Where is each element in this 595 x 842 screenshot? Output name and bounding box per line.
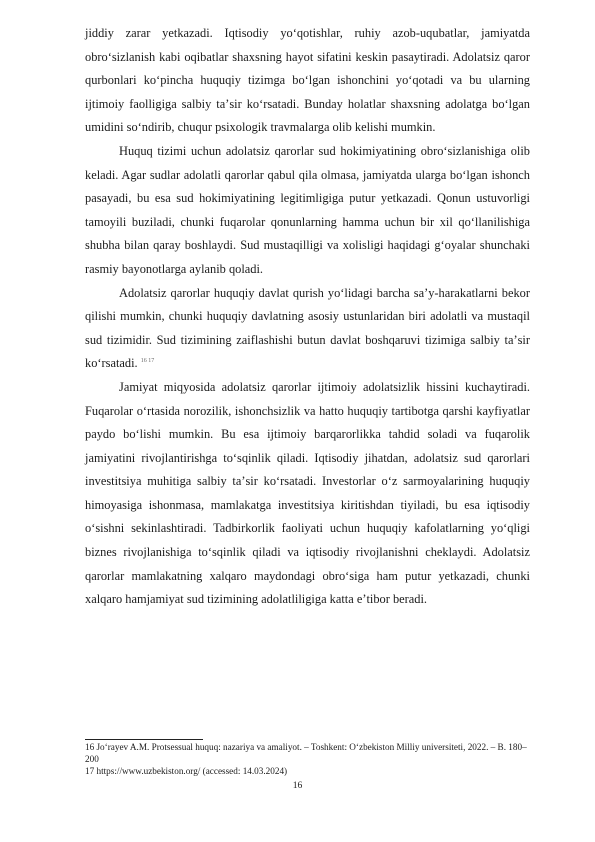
- document-body: [85, 22, 530, 612]
- paragraph-4: Jamiyat miqyosida adolatsiz qarorlar ijtimoiy adolatsizlik hissini kuchaytiradi. Fuqarolar oʻrtasida norozilik, ishonchsizlik va hatto huquqiy tartibotga qarshi kayfiyatlar paydo boʻlishi mumkin. Bu esa ijtimoiy barqarorlikka tahdid soladi va fuqarolik jamiyatini rivojlantirishga toʻsqinlik qiladi. Iqtisodiy jihatdan, adolatsiz sud qarorlari investitsiya muhitiga salbiy taʼsir koʻrsatadi. Investorlar oʻz sarmoyalarining huquqiy himoyasiga ishonmasa, mamlakatga investitsiya kiritishdan tiyiladi, bu esa iqtisodiy oʻsishni sekinlashtiradi. Tadbirkorlik faoliyati uchun huquqiy kafolatlarning yoʻqligi biznes rivojlanishiga toʻsqinlik qiladi va iqtisodiy rivojlanishni cheklaydi. Adolatsiz qarorlar mamlakatning xalqaro maydondagi obroʻsiga ham putur yetkazadi, chunki xalqaro hamjamiyat sud tizimining adolatliligiga katta eʼtibor beradi.: [85, 379, 530, 607]
- footnote-reference[interactable]: 16 17: [140, 358, 155, 365]
- paragraph-1: jiddiy zarar yetkazadi. Iqtisodiy yoʻqotishlar, ruhiy azob-uqubatlar, jamiyatda obroʻsizlanish kabi oqibatlar shaxsning hayot sifatini keskin pasaytiradi. Adolatsiz qaror qurbonlari koʻpincha huquqiy tizimga boʻlgan ishonchini yoʻqotadi va bu ularning ijtimoiy faolligiga salbiy taʼsir koʻrsatadi. Bunday holatlar shaxsning adolatga boʻlgan umidini soʻndirib, chuqur psixologik travmalarga olib kelishi mumkin.: [85, 26, 530, 135]
- paragraph-3-text: Adolatsiz qarorlar huquqiy davlat qurish yoʻlidagi barcha saʼy-harakatlarni bekor qilishi mumkin, chunki huquqiy davlatning asosiy ustunlaridan biri adolatli va mustaqil sud tizimidir. Sud tizimining zaiflashishi butun davlat boshqaruvi tizimiga salbiy taʼsir koʻrsatadi.: [85, 285, 530, 371]
- footnote-17[interactable]: 17 https://www.uzbekiston.org/ (accessed: 14.03.2024): [85, 766, 288, 777]
- footnotes: [85, 741, 530, 778]
- footnote-16: 16 Joʻrayev A.M. Protsessual huquq: nazariya va amaliyot. – Toshkent: Oʻzbekiston Milliy universiteti, 2022. – B. 180–200: [85, 742, 527, 765]
- footnote-divider: [85, 739, 203, 740]
- page-number: 16: [292, 780, 303, 791]
- paragraph-2: Huquq tizimi uchun adolatsiz qarorlar sud hokimiyatining obroʻsizlanishiga olib keladi. Agar sudlar adolatli qarorlar qabul qila olmasa, jamiyatda ularga boʻlgan ishonch pasayadi, bu esa sud hokimiyatining legitimligiga putur yetkazadi. Qonun ustuvorligi tamoyili buziladi, chunki fuqarolar qonunlarning hamma uchun bir xil qoʻllanilishiga shubha bilan qaray boshlaydi. Sud mustaqilligi va xolisligi haqidagi gʻoyalar shunchaki rasmiy bayonotlarga aylanib qoladi.: [85, 143, 530, 276]
- paragraph-3: [85, 282, 530, 376]
